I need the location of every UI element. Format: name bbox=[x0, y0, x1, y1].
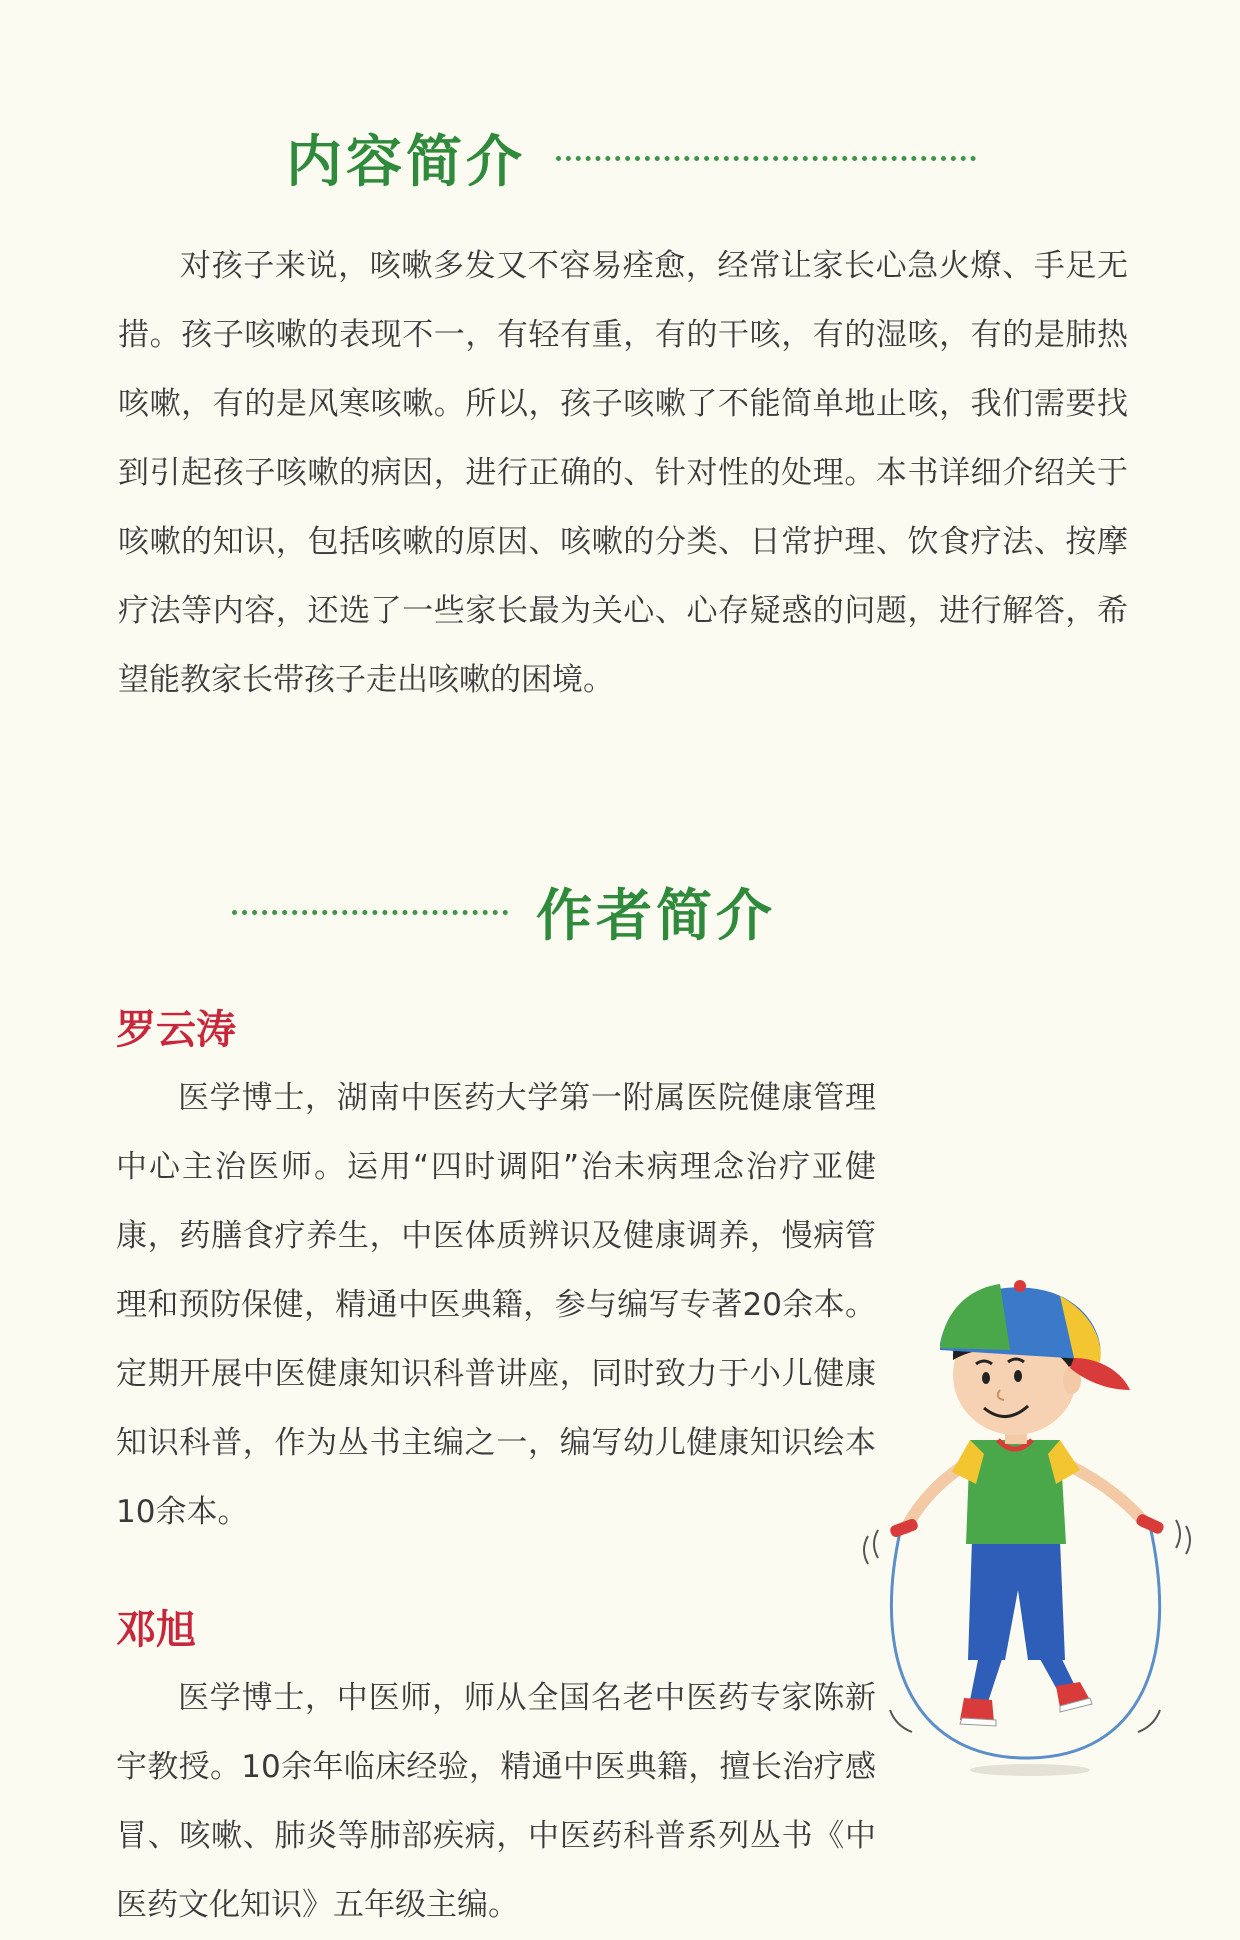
boy-jumping-rope-illustration bbox=[860, 1240, 1200, 1800]
author-name: 罗云涛 bbox=[116, 1006, 236, 1053]
intro-paragraph: 对孩子来说，咳嗽多发又不容易痊愈，经常让家长心急火燎、手足无措。孩子咳嗽的表现不一，有轻有重，有的干咳，有的湿咳，有的是肺热咳嗽，有的是风寒咳嗽。所以，孩子咳嗽了不能简单地止咳，我们需要找到引起孩子咳嗽的病因，进行正确的、针对性的处理。本书详细介绍关于咳嗽的知识，包括咳嗽的原因、咳嗽的分类、日常护理、饮食疗法、按摩疗法等内容，还选了一些家长最为关心、心存疑惑的问题，进行解答，希望能教家长带孩子走出咳嗽的困境。 bbox=[118, 248, 1128, 698]
author-bio: 医学博士，湖南中医药大学第一附属医院健康管理中心主治医师。运用“四时调阳”治未病理念治疗亚健康，药膳食疗养生，中医体质辨识及健康调养，慢病管理和预防保健，精通中医典籍，参与编写专著20余本。定期开展中医健康知识科普讲座，同时致力于小儿健康知识科普，作为丛书主编之一，编写幼儿健康知识绘本10余本。 bbox=[116, 1080, 876, 1530]
author-bio: 医学博士，中医师，师从全国名老中医药专家陈新宇教授。10余年临床经验，精通中医典籍，擅长治疗感冒、咳嗽、肺炎等肺部疾病，中医药科普系列丛书《中医药文化知识》五年级主编。 bbox=[116, 1680, 876, 1923]
author-name: 邓旭 bbox=[116, 1606, 196, 1653]
intro-title: 内容简介 bbox=[286, 129, 526, 195]
author-heading bbox=[232, 872, 776, 952]
title-dotted-divider bbox=[556, 156, 976, 161]
author-title: 作者简介 bbox=[536, 883, 776, 949]
intro-heading bbox=[286, 118, 976, 198]
title-dotted-divider bbox=[232, 910, 508, 915]
